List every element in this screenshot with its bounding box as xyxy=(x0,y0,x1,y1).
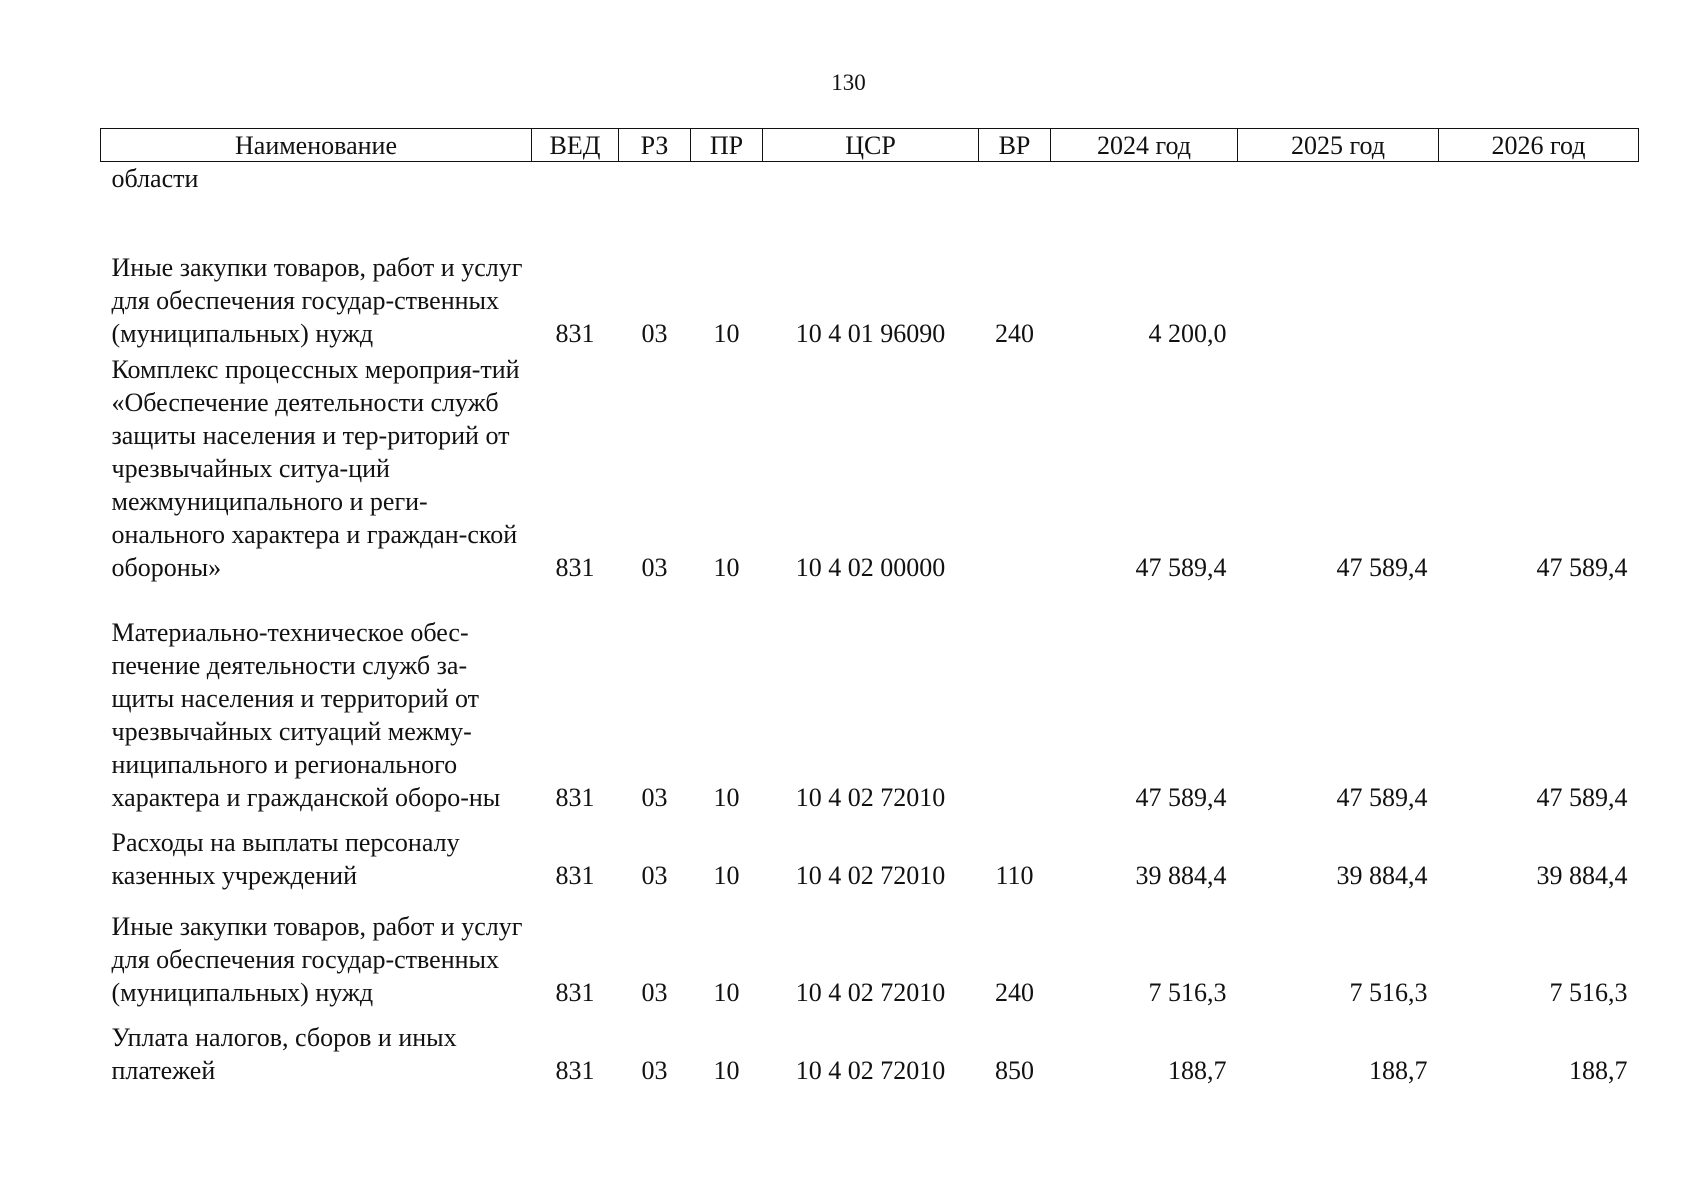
row-vr: 110 xyxy=(995,860,1034,890)
row-2024: 188,7 xyxy=(1168,1055,1227,1085)
row-csr: 10 4 02 72010 xyxy=(795,1055,946,1085)
row-rz: 03 xyxy=(641,318,668,348)
row-2025 xyxy=(1238,248,1439,350)
row-pr: 10 xyxy=(713,782,740,812)
continuation-text: области xyxy=(111,164,199,193)
table-header xyxy=(101,129,1639,162)
row-vr: 240 xyxy=(995,977,1034,1007)
row-2024: 47 589,4 xyxy=(1135,782,1227,812)
row-2025: 47 589,4 xyxy=(1336,552,1428,582)
row-rz: 03 xyxy=(641,552,668,582)
row-2026: 188,7 xyxy=(1569,1055,1628,1085)
row-name: Уплата налогов, сборов и иных платежей xyxy=(111,1022,457,1085)
row-2024: 7 516,3 xyxy=(1148,977,1227,1007)
header-csr: ЦСР xyxy=(763,129,979,162)
row-pr: 10 xyxy=(713,552,740,582)
table-row xyxy=(101,1009,1639,1087)
row-2026: 47 589,4 xyxy=(1536,782,1628,812)
row-2025: 188,7 xyxy=(1369,1055,1428,1085)
budget-table xyxy=(100,128,1639,1087)
header-2026: 2026 год xyxy=(1439,129,1639,162)
row-vr: 850 xyxy=(995,1055,1034,1085)
row-csr: 10 4 01 96090 xyxy=(795,318,946,348)
row-rz: 03 xyxy=(641,860,668,890)
row-name: Иные закупки товаров, работ и услуг для обеспечения государ-ственных (муниципальных) нужд xyxy=(111,252,523,348)
row-csr: 10 4 02 00000 xyxy=(795,552,946,582)
row-pr: 10 xyxy=(713,1055,740,1085)
row-2026: 39 884,4 xyxy=(1536,860,1628,890)
row-rz: 03 xyxy=(641,782,668,812)
row-ved: 831 xyxy=(555,318,595,348)
table-row xyxy=(101,584,1639,814)
row-csr: 10 4 02 72010 xyxy=(795,782,946,812)
header-ved: ВЕД xyxy=(532,129,619,162)
row-ved: 831 xyxy=(555,977,595,1007)
row-pr: 10 xyxy=(713,318,740,348)
row-name: Комплекс процессных мероприя-тий «Обеспечение деятельности служб защиты населения и тер-риторий от чрезвычайных ситуа-ций межмуниципального и реги-онального характера и граждан-ской обороны» xyxy=(111,354,520,582)
row-2026: 7 516,3 xyxy=(1549,977,1628,1007)
header-2025: 2025 год xyxy=(1238,129,1439,162)
row-2025: 39 884,4 xyxy=(1336,860,1428,890)
row-2025: 7 516,3 xyxy=(1349,977,1428,1007)
continuation-row xyxy=(101,162,1639,248)
header-2024: 2024 год xyxy=(1051,129,1238,162)
row-2025: 47 589,4 xyxy=(1336,782,1428,812)
header-name: Наименование xyxy=(101,129,532,162)
row-rz: 03 xyxy=(641,1055,668,1085)
table-row xyxy=(101,814,1639,892)
row-name: Материально-техническое обес-печение деятельности служб за-щиты населения и территорий от чрезвычайных ситуаций межму-ниципального и регионального характера и гражданской оборо-ны xyxy=(111,617,501,812)
row-ved: 831 xyxy=(555,782,595,812)
row-pr: 10 xyxy=(713,977,740,1007)
row-ved: 831 xyxy=(555,552,595,582)
table-row xyxy=(101,248,1639,350)
row-rz: 03 xyxy=(641,977,668,1007)
row-2024: 39 884,4 xyxy=(1135,860,1227,890)
header-vr: ВР xyxy=(979,129,1051,162)
row-vr xyxy=(979,350,1051,584)
row-2024: 47 589,4 xyxy=(1135,552,1227,582)
row-name: Расходы на выплаты персоналу казенных учреждений xyxy=(111,827,460,890)
row-pr: 10 xyxy=(713,860,740,890)
row-ved: 831 xyxy=(555,1055,595,1085)
header-pr: ПР xyxy=(691,129,763,162)
row-2026: 47 589,4 xyxy=(1536,552,1628,582)
page-number: 130 xyxy=(831,70,866,95)
row-csr: 10 4 02 72010 xyxy=(795,860,946,890)
row-vr xyxy=(979,584,1051,814)
row-ved: 831 xyxy=(555,860,595,890)
row-2026 xyxy=(1439,248,1639,350)
row-name: Иные закупки товаров, работ и услуг для обеспечения государ-ственных (муниципальных) нужд xyxy=(111,911,523,1007)
row-2024: 4 200,0 xyxy=(1148,318,1227,348)
row-csr: 10 4 02 72010 xyxy=(795,977,946,1007)
table-row xyxy=(101,892,1639,1009)
table-row xyxy=(101,350,1639,584)
header-rz: РЗ xyxy=(619,129,691,162)
row-vr: 240 xyxy=(995,318,1034,348)
